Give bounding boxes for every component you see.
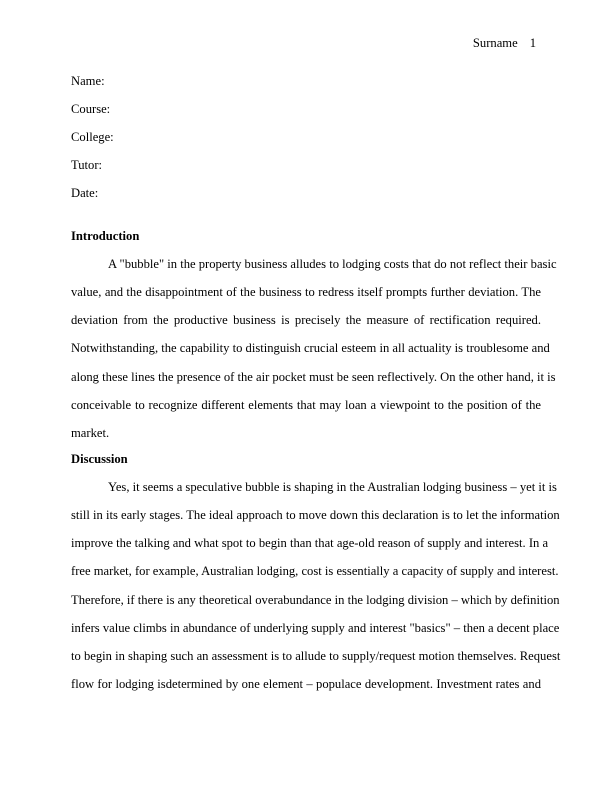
discussion-paragraph (71, 479, 561, 704)
paragraph-line: Notwithstanding, the capability to distinguish crucial esteem in all actuality is troublesome and (71, 341, 550, 356)
paragraph-line: value, and the disappointment of the business to redress itself prompts further deviation. The (71, 285, 541, 300)
paragraph-line: Yes, it seems a speculative bubble is shaping in the Australian lodging business – yet it is (108, 480, 557, 494)
page-header (473, 36, 536, 51)
name-line: Name: (71, 74, 105, 88)
college-line: College: (71, 130, 114, 144)
paragraph-line: conceivable to recognize different elements that may loan a viewpoint to the position of the (71, 397, 541, 412)
paragraph-line: market. (71, 425, 110, 440)
paragraph-line: along these lines the presence of the air pocket must be seen reflectively. On the other hand, it is (71, 369, 556, 384)
paragraph-line: Therefore, if there is any theoretical overabundance in the lodging division – which by definition (71, 592, 560, 607)
paragraph-line: to begin in shaping such an assessment is to allude to supply/request motion themselves. Request (71, 648, 561, 663)
course-line: Course: (71, 102, 111, 116)
student-info-block (71, 73, 114, 213)
date-line: Date: (71, 186, 99, 200)
introduction-heading: Introduction (71, 229, 140, 243)
paragraph-line: infers value climbs in abundance of underlying supply and interest "basics" – then a decent place (71, 620, 560, 635)
paragraph-line: improve the talking and what spot to begin than that age-old reason of supply and interest. In a (71, 536, 549, 551)
discussion-heading: Discussion (71, 452, 128, 466)
paragraph-line: still in its early stages. The ideal approach to move down this declaration is to let the information (71, 508, 560, 523)
header-surname: Surname (472, 36, 518, 50)
paragraph-line: deviation from the productive business is precisely the measure of rectification required. (71, 313, 541, 328)
introduction-paragraph (71, 256, 557, 453)
paragraph-line: flow for lodging isdetermined by one element – populace development. Investment rates and (71, 676, 541, 691)
tutor-line: Tutor: (71, 158, 103, 172)
paragraph-line: A "bubble" in the property business alludes to lodging costs that do not reflect their basic (108, 257, 557, 271)
paragraph-line: free market, for example, Australian lodging, cost is essentially a capacity of supply and interest. (71, 564, 559, 579)
page-number: 1 (529, 36, 536, 50)
